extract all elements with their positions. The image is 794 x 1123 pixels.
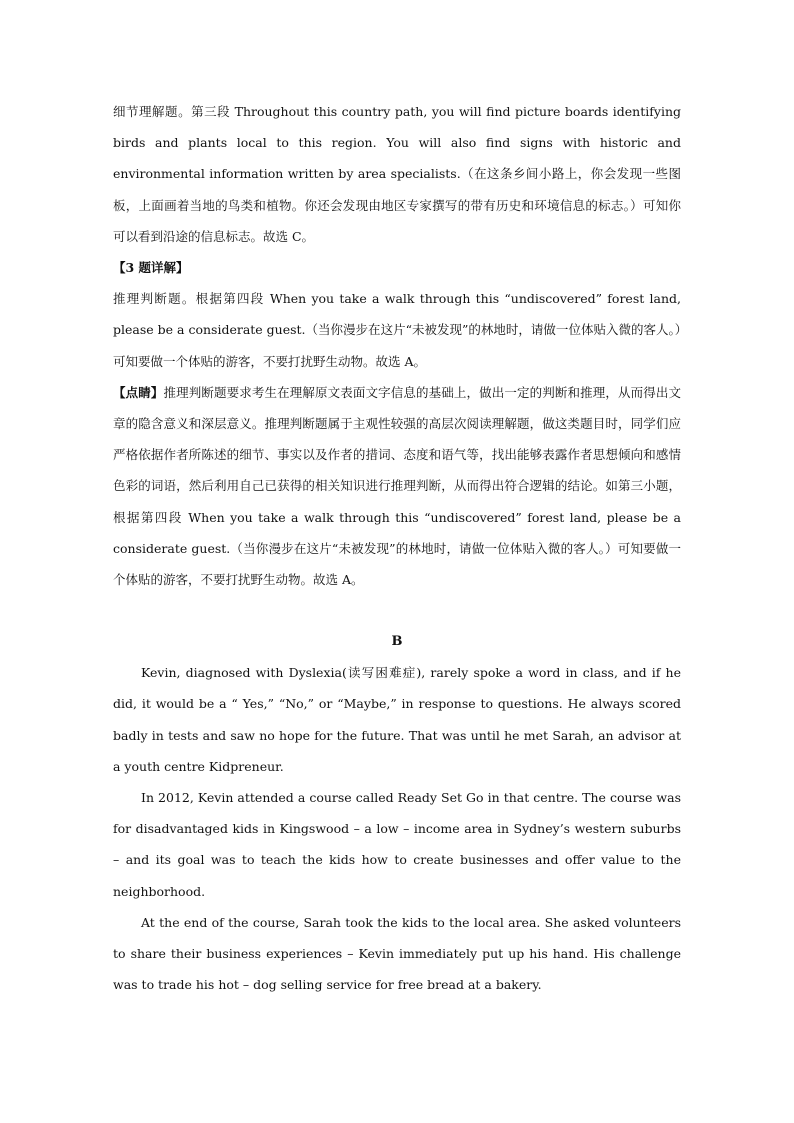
tips-label: 【点睛】	[113, 384, 164, 400]
passage-b-paragraph-2: In 2012, Kevin attended a course called Ready Set Go in that centre. The course was for disadvantaged kids in Kingswood – a low – income area in Sydney’s western suburbs – and its goal was to teach the kids how to create businesses and offer value to the neighborhood.	[113, 790, 681, 899]
paragraph-detail-question: 细节理解题。第三段 Throughout this country path, you will find picture boards identifying birds and plants local to this region. You will also find signs with historic and environmental information written by area specialists.（在这条乡间小路上，你会发现一些图板，上面画着当地的鸟类和植物。你还会发现由地区专家撰写的带有历史和环境信息的标志。）可知你可以看到沿途的信息标志。故选 C。	[113, 104, 681, 244]
paragraph-tips	[113, 377, 681, 595]
passage-b-paragraph-3: At the end of the course, Sarah took the kids to the local area. She asked volunteers to share their business experiences – Kevin immediately put up his hand. His challenge was to trade his hot – dog selling service for free bread at a bakery.	[113, 914, 681, 993]
document-page	[113, 96, 681, 1000]
section-b-heading: B	[391, 634, 403, 650]
paragraph-question-3-explanation: 推理判断题。根据第四段 When you take a walk through this “undiscovered” forest land, please be a considerate guest.（当你漫步在这片“未被发现”的林地时，请做一位体贴入微的客人。）可知要做一个体贴的游客，不要打扰野生动物。故选 A。	[113, 291, 681, 369]
passage-b-paragraph-1: Kevin, diagnosed with Dyslexia(读写困难症), rarely spoke a word in class, and if he did, it would be a “ Yes,” “No,” or “Maybe,” in response to questions. He always scored badly in tests and saw no hope for the future. That was until he met Sarah, an advisor at a youth centre Kidpreneur.	[113, 665, 681, 774]
tips-text: 推理判断题要求考生在理解原文表面文字信息的基础上，做出一定的判断和推理，从而得出文章的隐含意义和深层意义。推理判断题属于主观性较强的高层次阅读理解题，做这类题目时，同学们应严格依据作者所陈述的细节、事实以及作者的措词、态度和语气等，找出能够表露作者思想倾向和感情色彩的词语，然后利用自己已获得的相关知识进行推理判断，从而得出符合逻辑的结论。如第三小题，根据第四段 When you take a walk through this “undiscovered” forest land, please be a considerate guest.（当你漫步在这片“未被发现”的林地时，请做一位体贴入微的客人。）可知要做一个体贴的游客，不要打扰野生动物。故选 A。	[113, 384, 681, 588]
question-3-heading: 【3 题详解】	[113, 260, 189, 276]
